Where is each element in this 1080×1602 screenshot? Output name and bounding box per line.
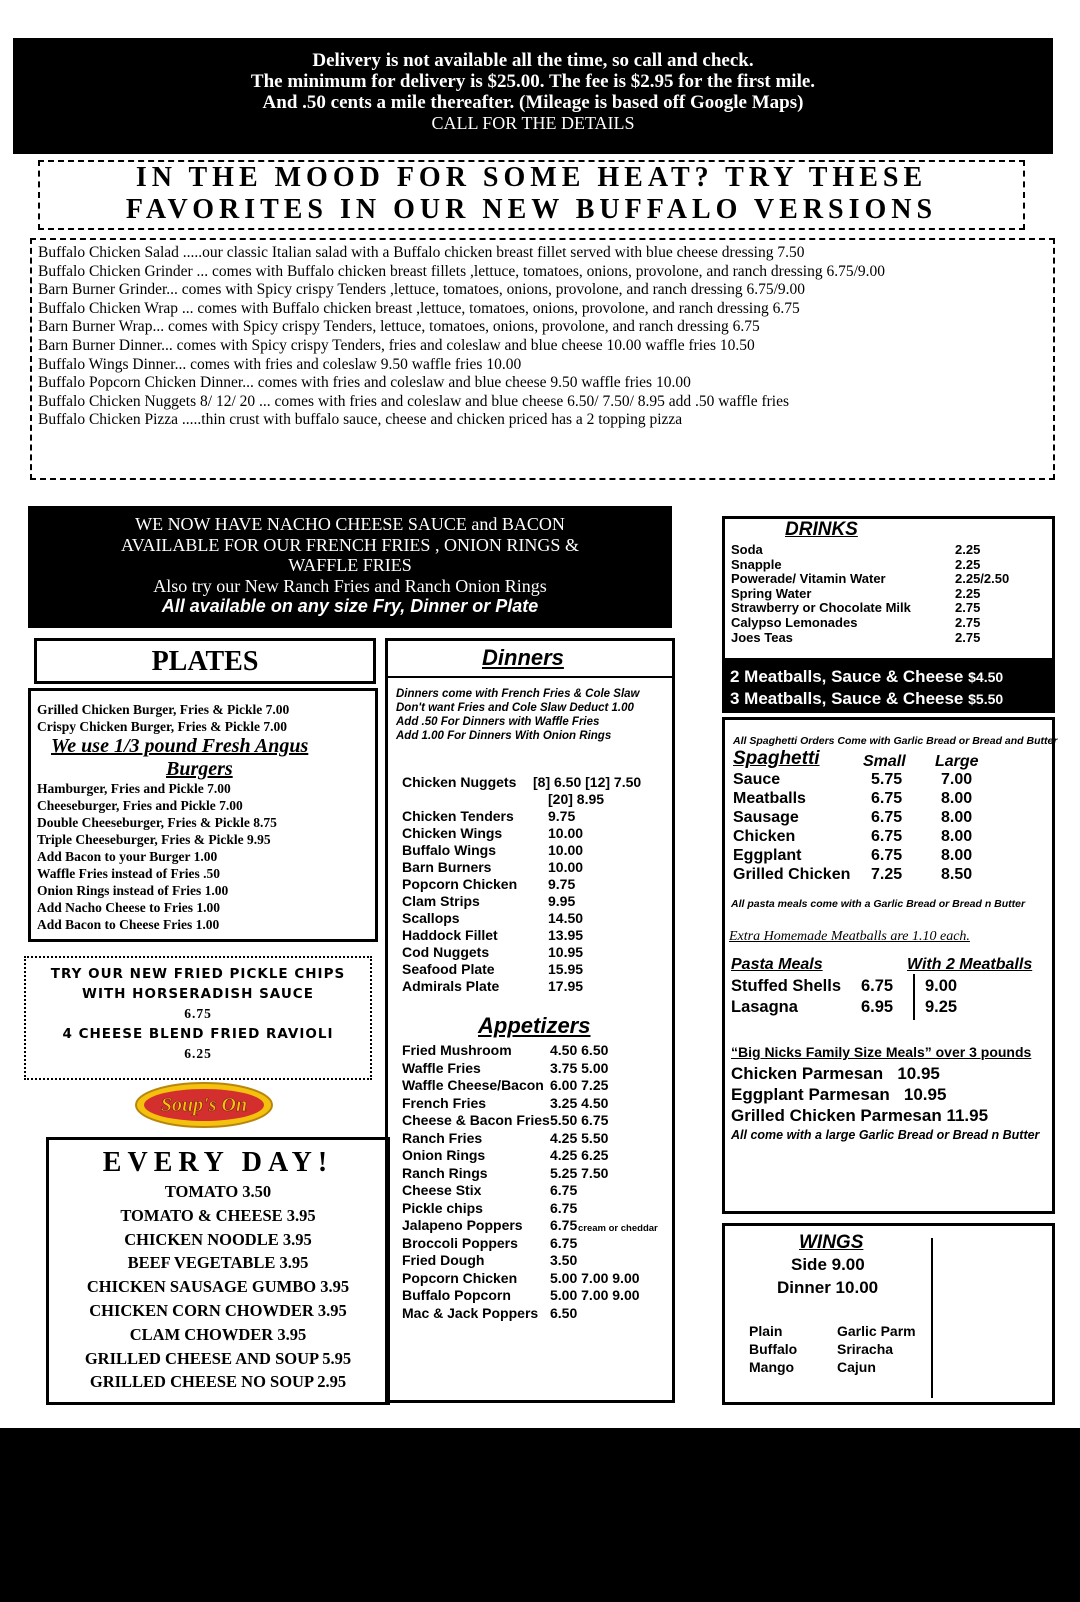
dinners-box — [385, 638, 675, 1403]
delivery-line-4: CALL FOR THE DETAILS — [431, 113, 635, 133]
nacho-line-3: WAFFLE FRIES — [288, 555, 412, 575]
list-item: Barn Burner Dinner... comes with Spicy crispy Tenders, fries and coleslaw and blue cheese 10.00 waffle fries 10.50 — [38, 336, 755, 354]
app-price: 5.25 7.50 — [550, 1164, 609, 1181]
plates-title: PLATES — [151, 646, 259, 677]
logo-text: Soup's On — [160, 1094, 248, 1116]
dinners-divider — [388, 676, 672, 678]
logo-graphic — [134, 1080, 274, 1130]
app-price: 4.25 5.50 — [550, 1129, 609, 1146]
app-name: Buffalo Popcorn — [402, 1287, 511, 1303]
list-item: Buffalo Chicken Wrap ... comes with Buffalo chicken breast ,lettuce, tomatoes, onions, provolone, and ranch dressing 6.75 — [38, 299, 800, 317]
app-price: 6.00 7.25 — [550, 1077, 609, 1093]
dinner-price: 17.95 — [548, 978, 584, 994]
spaghetti-row-small: 6.75 — [871, 809, 903, 826]
buffalo-heading-line-1: IN THE MOOD FOR SOME HEAT? TRY THESE — [135, 162, 928, 193]
list-item: Buffalo Chicken Salad .....our classic Italian salad with a Buffalo chicken breast fillet served with blue cheese dressing 7.50 — [38, 244, 805, 261]
nacho-banner — [28, 506, 672, 628]
app-price: 6.75 — [550, 1199, 578, 1216]
col-large: Large — [935, 753, 979, 770]
app-price: 5.50 6.75 — [550, 1112, 609, 1128]
dinner-name: Scallops — [402, 910, 460, 926]
app-price: 3.50 — [550, 1252, 578, 1268]
list-item: Add Nacho Cheese to Fries 1.00 — [37, 900, 220, 915]
wings-side: Side 9.00 — [791, 1255, 865, 1274]
nacho-line-1: WE NOW HAVE NACHO CHEESE SAUCE and BACON — [135, 514, 565, 534]
dinner-price: [8] 6.50 [12] 7.50 — [533, 774, 642, 790]
bottom-bar — [0, 1428, 1080, 1602]
app-name: Pickle chips — [402, 1199, 483, 1216]
pasta-row-with: 9.00 — [925, 977, 958, 995]
list-item: TOMATO & CHEESE 3.95 — [120, 1205, 316, 1225]
drink-name: Spring Water — [731, 585, 812, 601]
delivery-line-3: And .50 cents a mile thereafter. (Mileage is based off Google Maps) — [262, 92, 804, 113]
drink-price: 2.75 — [955, 600, 981, 616]
pickle-chips-box — [24, 956, 372, 1080]
spaghetti-note: All Spaghetti Orders Come with Garlic Bread or Bread and Butter — [733, 735, 1058, 747]
app-name: Popcorn Chicken — [402, 1269, 518, 1286]
app-name: Fried Mushroom — [402, 1042, 512, 1058]
pickle-line-2: WITH HORSERADISH SAUCE — [82, 986, 314, 1002]
nacho-line-2: AVAILABLE FOR OUR FRENCH FRIES , ONION RINGS & — [121, 534, 579, 555]
spaghetti-row-large: 7.00 — [941, 771, 973, 788]
dinner-price: [20] 8.95 — [548, 791, 605, 807]
plates-box — [28, 688, 378, 942]
dinner-name: Chicken Tenders — [402, 808, 514, 824]
nacho-line-5: All available on any size Fry, Dinner or Plate — [161, 596, 539, 616]
dinner-price: 10.00 — [548, 859, 584, 875]
list-item: Barn Burner Grinder... comes with Spicy crispy Tenders ,lettuce, tomatoes, onions, provolone, and ranch dressing 6.75/9.00 — [38, 281, 806, 299]
list-item: Buffalo Chicken Grinder ... comes with Buffalo chicken breast fillets ,lettuce, tomatoes, onions, provolone, and ranch dressing 6.75/9.00 — [38, 262, 885, 280]
spaghetti-row-small: 6.75 — [871, 790, 903, 807]
list-item: BEEF VEGETABLE 3.95 — [127, 1253, 309, 1273]
dinner-price: 10.00 — [548, 825, 584, 841]
spaghetti-row-large: 8.00 — [941, 847, 973, 864]
spaghetti-row-small: 5.75 — [871, 771, 903, 788]
dinners-note: Dinners come with French Fries & Cole Slaw — [396, 688, 640, 700]
app-price: 5.00 7.00 9.00 — [550, 1269, 640, 1286]
dinners-note: Add 1.00 For Dinners With Onion Rings — [396, 730, 612, 742]
dinner-price: 13.95 — [548, 927, 584, 943]
col-small: Small — [863, 753, 906, 770]
dinner-name: Chicken Wings — [402, 825, 503, 841]
soups-on-logo — [134, 1080, 274, 1130]
meatballs-row: 3 Meatballs, Sauce & Cheese $5.50 — [730, 689, 1004, 708]
delivery-line-1: Delivery is not available all the time, so call and check. — [312, 50, 754, 71]
list-item: CHICKEN CORN CHOWDER 3.95 — [89, 1300, 347, 1320]
pasta-title: Pasta Meals — [731, 956, 823, 973]
spaghetti-row-small: 7.25 — [871, 866, 903, 883]
list-item: Onion Rings instead of Fries 1.00 — [37, 883, 229, 898]
list-item: CLAM CHOWDER 3.95 — [129, 1324, 307, 1344]
drink-name: Calypso Lemonades — [731, 615, 858, 630]
delivery-line-2: The minimum for delivery is $25.00. The fee is $2.95 for the first mile. — [250, 71, 816, 92]
dinner-price: 9.75 — [548, 808, 576, 824]
app-name: Fried Dough — [402, 1252, 485, 1268]
dinner-name: Cod Nuggets — [402, 944, 490, 960]
list-item: Hamburger, Fries and Pickle 7.00 — [37, 781, 231, 796]
app-price: 6.75 — [550, 1182, 578, 1198]
family-row: Grilled Chicken Parmesan 11.95 — [731, 1106, 989, 1125]
family-note: All come with a large Garlic Bread or Bread n Butter — [731, 1128, 1040, 1142]
pasta-row-price: 6.75 — [861, 977, 894, 995]
spaghetti-row-name: Meatballs — [733, 790, 806, 807]
wings-divider — [931, 1238, 933, 1398]
extra-meatballs: Extra Homemade Meatballs are 1.10 each. — [729, 929, 970, 944]
app-price: 6.50 — [550, 1304, 578, 1321]
wing-flavor: Mango — [749, 1359, 795, 1375]
app-name: Ranch Fries — [402, 1129, 483, 1146]
burgers-title: Burgers — [166, 758, 233, 780]
app-name: Mac & Jack Poppers — [402, 1304, 539, 1321]
app-name: Cheese Stix — [402, 1182, 482, 1198]
spaghetti-row-name: Sauce — [733, 771, 781, 788]
delivery-banner — [13, 38, 1053, 154]
list-item: Grilled Chicken Burger, Fries & Pickle 7.00 — [37, 702, 290, 717]
app-name: Jalapeno Poppers — [402, 1217, 523, 1233]
appetizers-title: Appetizers — [478, 1013, 591, 1038]
family-title: “Big Nicks Family Size Meals” over 3 pounds — [731, 1044, 1032, 1060]
app-price: 6.75 — [550, 1217, 578, 1233]
drink-name: Snapple — [731, 556, 782, 572]
list-item: Double Cheeseburger, Fries & Pickle 8.75 — [37, 815, 277, 830]
wing-flavor: Plain — [749, 1323, 783, 1339]
list-item: Buffalo Chicken Pizza .....thin crust with buffalo sauce, cheese and chicken priced has a 2 topping pizza — [38, 411, 683, 429]
dinner-name: Clam Strips — [402, 893, 480, 909]
app-name: Ranch Rings — [402, 1164, 488, 1181]
dinner-name: Admirals Plate — [402, 978, 500, 994]
drink-price: 2.75 — [955, 615, 981, 630]
dinner-name: Haddock Fillet — [402, 927, 498, 943]
list-item: TOMATO 3.50 — [164, 1182, 272, 1201]
wing-flavor: Cajun — [837, 1359, 876, 1375]
list-item: Barn Burner Wrap... comes with Spicy crispy Tenders, lettuce, tomatoes, onions, provolone, and ranch dressing 6.75 — [38, 318, 760, 336]
list-item: GRILLED CHEESE AND SOUP 5.95 — [84, 1348, 352, 1368]
app-name: Broccoli Poppers — [402, 1234, 518, 1251]
meatballs-row: 2 Meatballs, Sauce & Cheese $4.50 — [730, 667, 1004, 686]
drink-price: 2.25/2.50 — [955, 571, 1010, 587]
list-item: Waffle Fries instead of Fries .50 — [37, 866, 220, 881]
wing-flavor: Buffalo — [749, 1341, 798, 1357]
spaghetti-row-small: 6.75 — [871, 828, 903, 845]
angus-note: We use 1/3 pound Fresh Angus — [51, 735, 309, 757]
drink-name: Powerade/ Vitamin Water — [731, 571, 886, 587]
pasta-row-with: 9.25 — [925, 998, 958, 1016]
list-item: CHICKEN SAUSAGE GUMBO 3.95 — [86, 1277, 350, 1297]
app-price: 5.00 7.00 9.00 — [550, 1287, 640, 1303]
drink-price: 2.25 — [955, 556, 981, 572]
app-name: Waffle Cheese/Bacon — [402, 1077, 544, 1093]
dinner-name: Chicken Nuggets — [402, 774, 517, 790]
pickle-line-3: 6.75 — [184, 1006, 212, 1021]
list-item: Crispy Chicken Burger, Fries & Pickle 7.00 — [37, 719, 287, 734]
dinners-note: Add .50 For Dinners with Waffle Fries — [396, 716, 600, 728]
app-name: Cheese & Bacon Fries — [402, 1112, 550, 1128]
wing-flavor: Garlic Parm — [837, 1323, 916, 1339]
app-price: 6.75 — [550, 1234, 578, 1251]
buffalo-heading-line-2: FAVORITES IN OUR NEW BUFFALO VERSIONS — [125, 194, 938, 225]
spaghetti-row-large: 8.00 — [941, 790, 973, 807]
dinner-price: 10.95 — [548, 944, 584, 960]
drink-name: Strawberry or Chocolate Milk — [731, 600, 911, 616]
dinner-name: Popcorn Chicken — [402, 876, 518, 892]
pasta-note: All pasta meals come with a Garlic Bread or Bread n Butter — [731, 898, 1026, 910]
spaghetti-row-name: Grilled Chicken — [733, 866, 851, 883]
dinner-name: Seafood Plate — [402, 961, 495, 977]
dinner-price: 15.95 — [548, 961, 584, 977]
spaghetti-row-name: Eggplant — [733, 847, 802, 864]
app-name: French Fries — [402, 1094, 487, 1111]
list-item: Cheeseburger, Fries and Pickle 7.00 — [37, 798, 243, 813]
dinner-name: Barn Burners — [402, 859, 492, 875]
buffalo-list — [30, 238, 1055, 480]
spaghetti-row-large: 8.00 — [941, 828, 973, 845]
app-price: 3.75 5.00 — [550, 1059, 609, 1076]
wings-dinner: Dinner 10.00 — [777, 1278, 879, 1297]
soup-box — [46, 1137, 390, 1405]
pasta-row-name: Lasagna — [731, 998, 798, 1016]
app-price: 4.50 6.50 — [550, 1042, 609, 1058]
drink-price: 2.75 — [955, 629, 981, 645]
pickle-line-1: TRY OUR NEW FRIED PICKLE CHIPS — [50, 966, 346, 982]
drinks-box — [722, 516, 1055, 661]
plates-title-box — [34, 638, 376, 684]
spaghetti-title: Spaghetti — [733, 748, 820, 769]
list-item: Add Bacon to Cheese Fries 1.00 — [37, 917, 220, 932]
drink-price: 2.25 — [955, 542, 981, 557]
list-item: Triple Cheeseburger, Fries & Pickle 9.95 — [37, 832, 271, 847]
dinner-price: 9.95 — [548, 893, 576, 909]
pickle-line-4: 4 CHEESE BLEND FRIED RAVIOLI — [62, 1026, 334, 1042]
meatballs-banner — [722, 661, 1055, 713]
family-row: Chicken Parmesan 10.95 — [731, 1064, 940, 1083]
pasta-row-name: Stuffed Shells — [731, 977, 842, 995]
spaghetti-row-large: 8.00 — [941, 809, 973, 826]
spaghetti-row-name: Sausage — [733, 809, 799, 826]
list-item: Buffalo Chicken Nuggets 8/ 12/ 20 ... comes with fries and coleslaw and blue cheese 6.50/ 7.50/ 8.95 add .50 waffle fries — [38, 392, 790, 410]
dinner-price: 14.50 — [548, 910, 584, 926]
drink-name: Joes Teas — [731, 629, 793, 645]
dinners-note: Don't want Fries and Cole Slaw Deduct 1.00 — [396, 702, 634, 714]
list-item: Add Bacon to your Burger 1.00 — [37, 849, 218, 864]
family-row: Eggplant Parmesan 10.95 — [731, 1085, 947, 1104]
list-item: GRILLED CHEESE NO SOUP 2.95 — [89, 1372, 347, 1392]
spaghetti-box — [722, 717, 1058, 1214]
wing-flavor: Sriracha — [837, 1341, 894, 1357]
list-item: Buffalo Popcorn Chicken Dinner... comes with fries and coleslaw and blue cheese 9.50 waffle fries 10.00 — [38, 374, 691, 392]
buffalo-heading — [38, 160, 1025, 230]
wings-box — [722, 1223, 1055, 1405]
list-item: Buffalo Wings Dinner... comes with fries and coleslaw 9.50 waffle fries 10.00 — [38, 355, 522, 373]
jalapeno-note: cream or cheddar — [578, 1223, 658, 1234]
nacho-line-4: Also try our New Ranch Fries and Ranch Onion Rings — [153, 575, 547, 596]
app-name: Onion Rings — [402, 1147, 486, 1163]
pasta-col2: With 2 Meatballs — [907, 956, 1033, 973]
list-item: CHICKEN NOODLE 3.95 — [124, 1229, 312, 1249]
dinners-title: Dinners — [482, 645, 564, 670]
app-name: Waffle Fries — [402, 1059, 481, 1076]
spaghetti-row-name: Chicken — [733, 828, 796, 845]
spaghetti-row-large: 8.50 — [941, 866, 973, 883]
pickle-line-5: 6.25 — [184, 1046, 212, 1061]
wings-title: WINGS — [799, 1232, 864, 1253]
dinner-name: Buffalo Wings — [402, 842, 496, 858]
spaghetti-row-small: 6.75 — [871, 847, 903, 864]
soup-title: EVERY DAY! — [102, 1147, 334, 1178]
app-price: 3.25 4.50 — [550, 1094, 609, 1111]
drinks-title: DRINKS — [785, 519, 858, 540]
drink-name: Soda — [731, 542, 763, 557]
dinner-price: 9.75 — [548, 876, 576, 892]
dinner-price: 10.00 — [548, 842, 584, 858]
drink-price: 2.25 — [955, 585, 981, 601]
app-price: 4.25 6.25 — [550, 1147, 609, 1163]
pasta-row-price: 6.95 — [861, 998, 894, 1016]
pasta-divider — [913, 974, 915, 1020]
